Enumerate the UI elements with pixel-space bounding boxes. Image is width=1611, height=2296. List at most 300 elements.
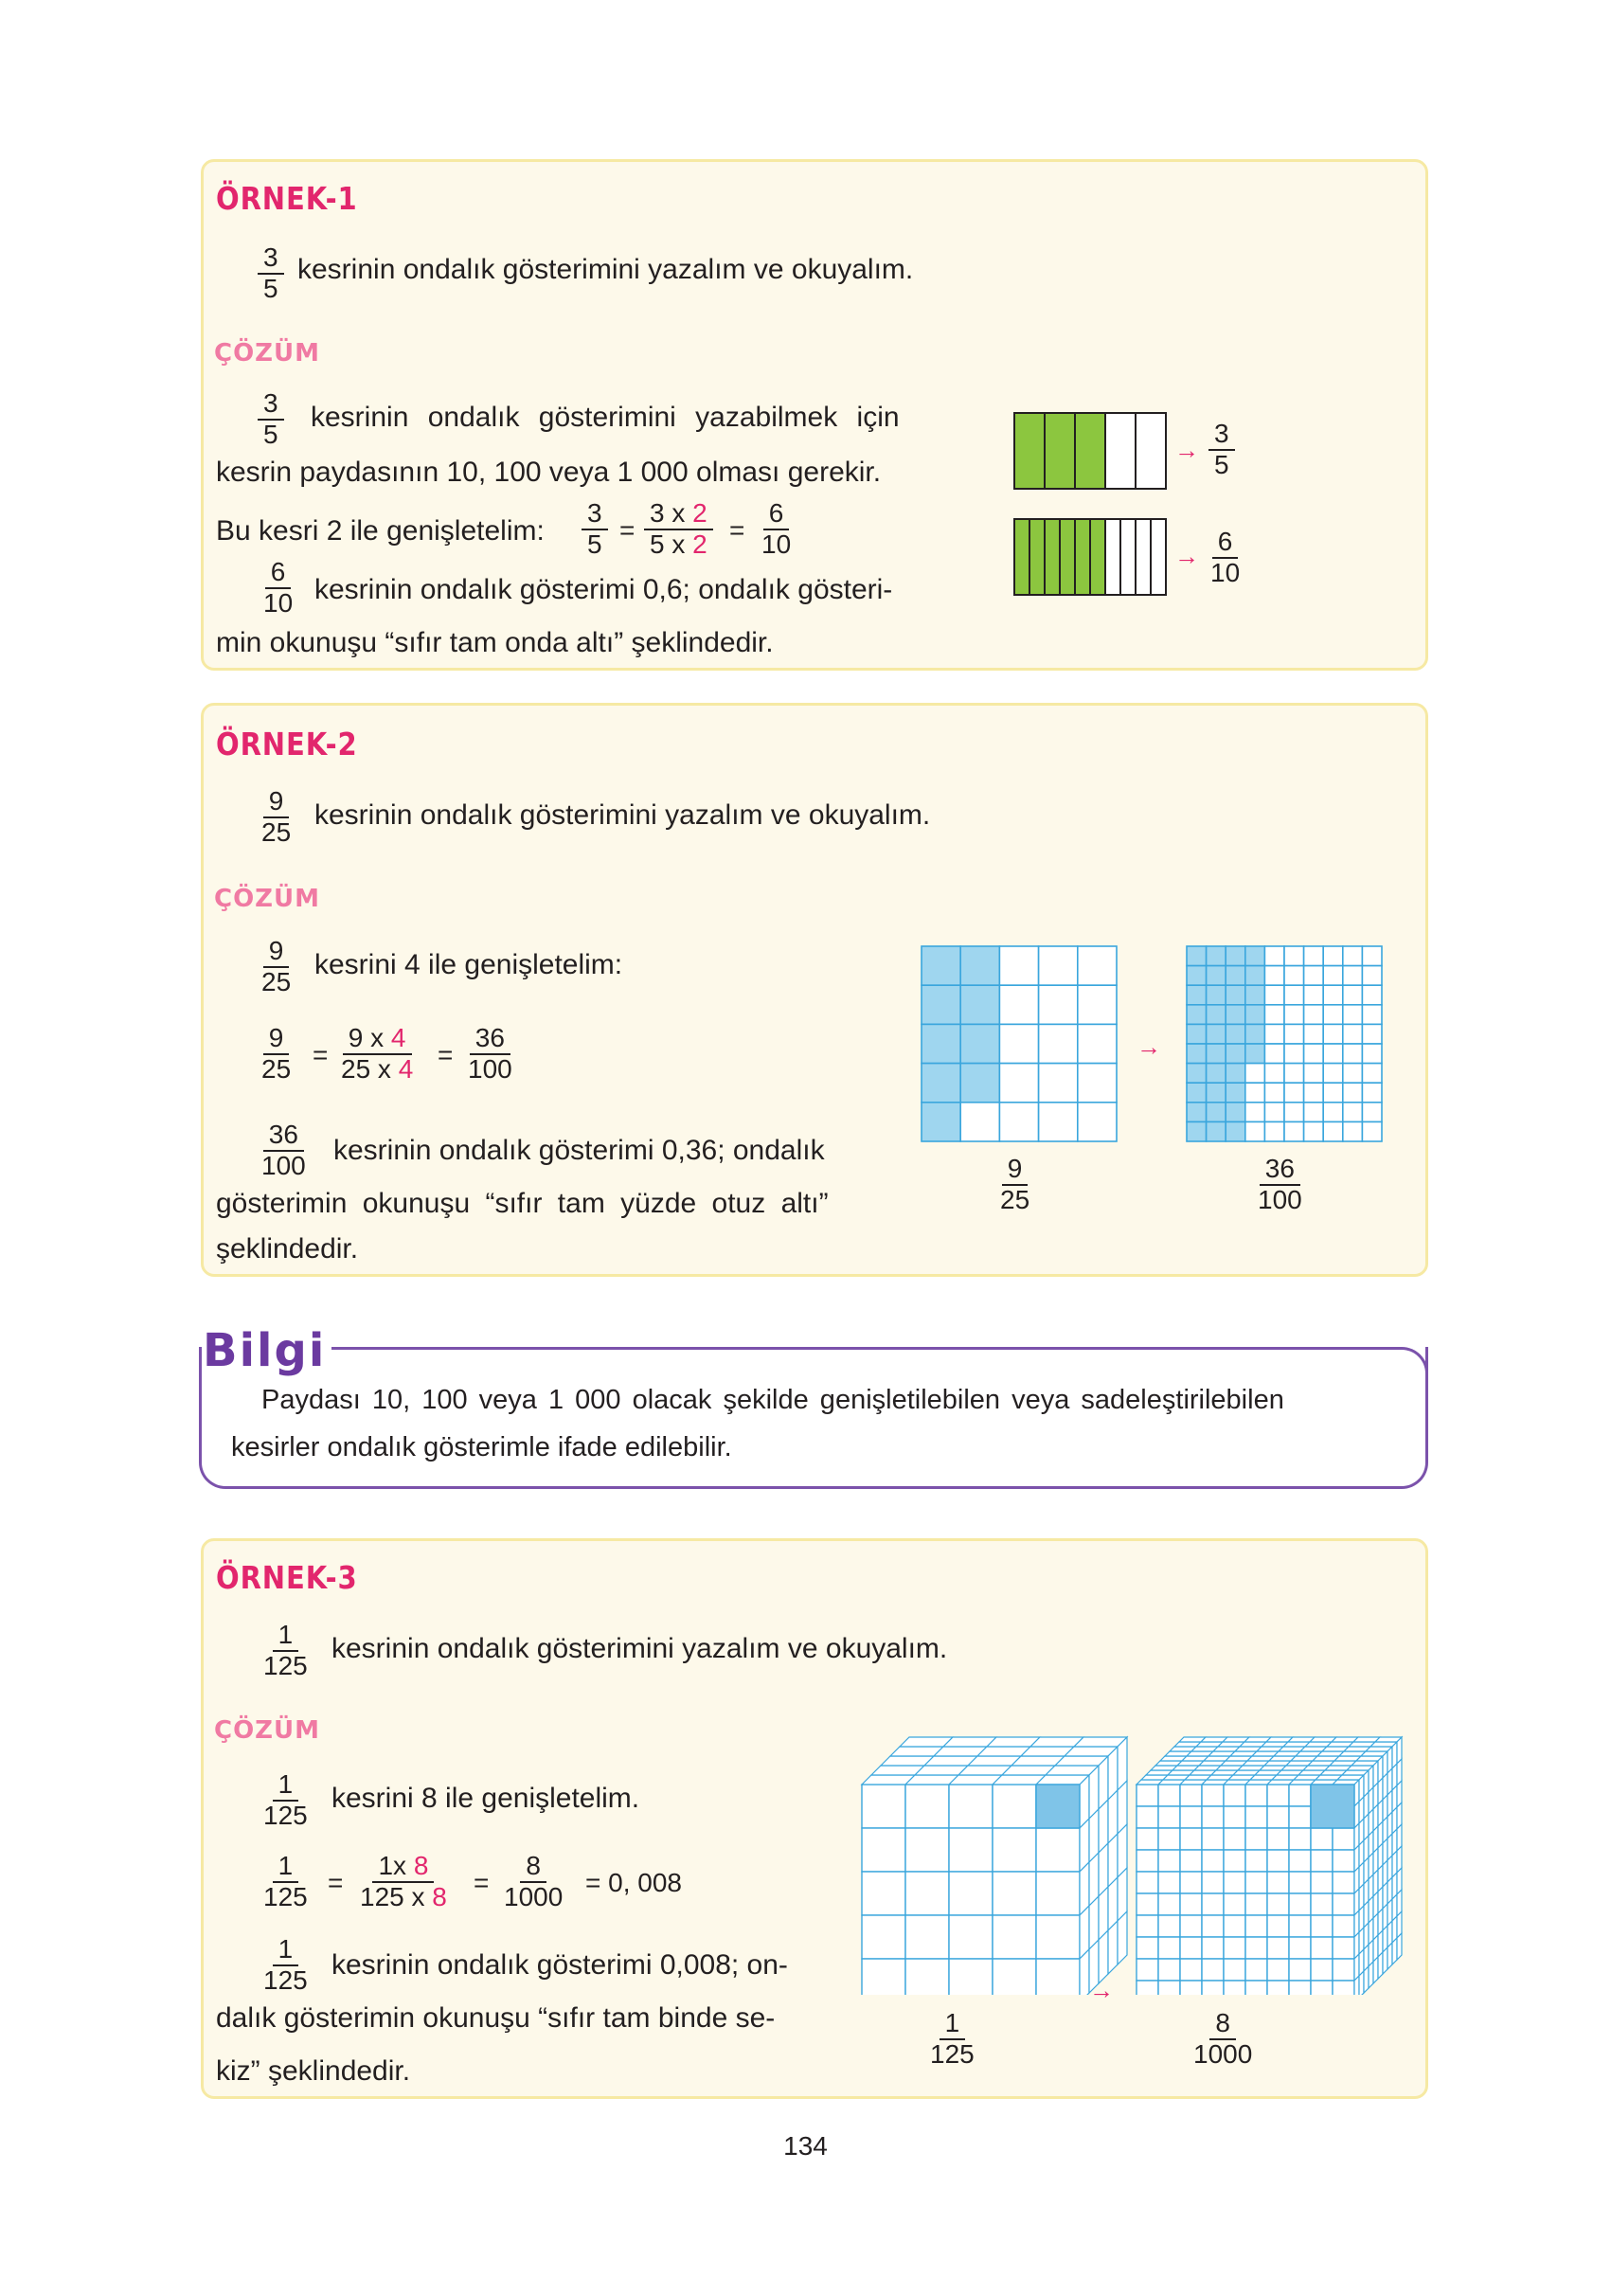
grid-cell bbox=[1323, 1044, 1343, 1064]
cube-front-cell bbox=[1245, 1893, 1267, 1915]
cube-side-cell bbox=[1373, 1957, 1378, 1983]
cube-highlight bbox=[1311, 1785, 1354, 1828]
cube-front-cell bbox=[1289, 1806, 1311, 1828]
cube-front-cell bbox=[1245, 1806, 1267, 1828]
cube-front-cell bbox=[1333, 1937, 1354, 1959]
grid-cell bbox=[1264, 1083, 1284, 1103]
grid-cell bbox=[960, 985, 999, 1024]
ex1-line1-text: kesrinin ondalık gösterimini yazabilmek için bbox=[311, 402, 900, 433]
ex2-question-fraction: $\frac{9}{25}$ bbox=[261, 786, 292, 847]
ex1-eq-sign-2: = bbox=[729, 515, 745, 545]
ex3-eq-frac-a: $\frac{1}{125}$ bbox=[263, 1851, 308, 1911]
grid-cell bbox=[1226, 1024, 1245, 1044]
cube-front-cell bbox=[905, 1872, 949, 1915]
cube-front-cell bbox=[1289, 1893, 1311, 1915]
cube-front-cell bbox=[1158, 1806, 1180, 1828]
cube-front-cell bbox=[862, 1872, 905, 1915]
cube-front-cell bbox=[1180, 1872, 1202, 1893]
bar-cell bbox=[1075, 519, 1090, 595]
cube-front-cell bbox=[1333, 1850, 1354, 1872]
ex1-bar-5 bbox=[1011, 411, 1169, 491]
grid-cell bbox=[1039, 1064, 1078, 1103]
grid-cell bbox=[1362, 1044, 1382, 1064]
grid-cell bbox=[1264, 1005, 1284, 1025]
ex3-arrow: → bbox=[1089, 1976, 1114, 2004]
cube-front-cell bbox=[1311, 1981, 1333, 1995]
cube-front-cell bbox=[949, 1785, 993, 1828]
grid-cell bbox=[1264, 1103, 1284, 1122]
grid-cell bbox=[922, 1024, 960, 1063]
bilgi-line-2: kesirler ondalık gösterimle ifade edilebilir. bbox=[231, 1432, 732, 1462]
cube-front-cell bbox=[1158, 1959, 1180, 1981]
bar-cell bbox=[1045, 519, 1060, 595]
cube-front-cell bbox=[1245, 1915, 1267, 1937]
grid-cell bbox=[1323, 985, 1343, 1005]
cube-side-cell bbox=[1383, 1947, 1387, 1974]
cube-front-cell bbox=[1333, 1959, 1354, 1981]
cube-front-cell bbox=[1311, 1872, 1333, 1893]
cube-front-cell bbox=[1224, 1893, 1245, 1915]
cube-front-cell bbox=[1333, 1915, 1354, 1937]
grid-cell bbox=[1362, 1005, 1382, 1025]
cube-front-cell bbox=[1289, 1785, 1311, 1806]
grid-cell bbox=[999, 946, 1038, 985]
ex3-line1-text: kesrini 8 ile genişletelim. bbox=[331, 1783, 640, 1814]
bar-cell bbox=[1029, 519, 1045, 595]
grid-cell bbox=[1323, 946, 1343, 966]
grid-cell bbox=[1284, 1103, 1304, 1122]
grid-cell bbox=[1323, 1083, 1343, 1103]
grid-cell bbox=[1323, 966, 1343, 986]
bilgi-line-1: Paydası 10, 100 veya 1 000 olacak şekilde genişletilebilen veya sadeleştirilebilen bbox=[261, 1385, 1284, 1415]
cube-front-cell bbox=[1267, 1959, 1289, 1981]
grid-cell bbox=[1187, 1103, 1207, 1122]
grid-cell bbox=[1284, 966, 1304, 986]
grid-cell bbox=[1039, 1103, 1078, 1141]
bar-cell bbox=[1014, 519, 1029, 595]
bar-cell bbox=[1105, 413, 1136, 489]
ex1-eq-frac-c: $\frac{6}{10}$ bbox=[761, 498, 792, 559]
ex1-bar2-fraction: $\frac{6}{10}$ bbox=[1210, 527, 1241, 587]
grid-cell bbox=[960, 1024, 999, 1063]
cube-front-cell bbox=[1267, 1806, 1289, 1828]
grid-cell bbox=[1245, 985, 1265, 1005]
cube-front-cell bbox=[1333, 1893, 1354, 1915]
cube-side-cell bbox=[1378, 1952, 1383, 1979]
grid-cell bbox=[1226, 1083, 1245, 1103]
grid-cell bbox=[1323, 1103, 1343, 1122]
cube-front-cell bbox=[1267, 1893, 1289, 1915]
ex3-question-text: kesrinin ondalık gösterimini yazalım ve okuyalım. bbox=[331, 1633, 948, 1664]
grid-cell bbox=[922, 946, 960, 985]
cube-front-cell bbox=[1224, 1937, 1245, 1959]
grid-cell bbox=[1323, 1121, 1343, 1141]
grid-cell bbox=[1226, 946, 1245, 966]
grid-cell bbox=[1264, 966, 1284, 986]
grid-cell bbox=[1343, 985, 1363, 1005]
grid-cell bbox=[1323, 1005, 1343, 1025]
grid-cell bbox=[1264, 946, 1284, 966]
grid-cell bbox=[1304, 1005, 1324, 1025]
grid-cell bbox=[1284, 985, 1304, 1005]
grid-cell bbox=[1264, 985, 1284, 1005]
cube-front-cell bbox=[949, 1915, 993, 1959]
grid-cell bbox=[1343, 1024, 1363, 1044]
grid-cell bbox=[1362, 966, 1382, 986]
cube-front-cell bbox=[1158, 1981, 1180, 1995]
cube-front-cell bbox=[1137, 1850, 1158, 1872]
grid-cell bbox=[1362, 1064, 1382, 1084]
cube-front-cell bbox=[949, 1828, 993, 1872]
cube-front-cell bbox=[1202, 1981, 1224, 1995]
cube-front-cell bbox=[1158, 1893, 1180, 1915]
cube-front-cell bbox=[1036, 1915, 1080, 1959]
grid-cell bbox=[1245, 1121, 1265, 1141]
grid-cell bbox=[1284, 946, 1304, 966]
grid-cell bbox=[1304, 1083, 1324, 1103]
grid-cell bbox=[1245, 1064, 1265, 1084]
cube-front-cell bbox=[1202, 1959, 1224, 1981]
ex3-eq-frac-b: $\frac{1x 8}{125 x 8}$ bbox=[360, 1851, 447, 1911]
grid-cell bbox=[1323, 1024, 1343, 1044]
ex1-bar1-fraction: $\frac{3}{5}$ bbox=[1208, 421, 1235, 478]
cube-front-cell bbox=[1202, 1850, 1224, 1872]
cube-front-cell bbox=[1180, 1893, 1202, 1915]
grid-cell bbox=[1284, 1121, 1304, 1141]
cube-front-cell bbox=[1137, 1828, 1158, 1850]
grid-cell bbox=[1226, 985, 1245, 1005]
cube-front-cell bbox=[1180, 1915, 1202, 1937]
grid-cell bbox=[1245, 966, 1265, 986]
grid-cell bbox=[922, 1103, 960, 1141]
ex3-line3-fraction: $\frac{1}{125}$ bbox=[263, 1934, 308, 1995]
cube-front-cell bbox=[1158, 1850, 1180, 1872]
cube-front-cell bbox=[1036, 1872, 1080, 1915]
grid-cell bbox=[1078, 1103, 1117, 1141]
cube-front-cell bbox=[1180, 1785, 1202, 1806]
cube-front-cell bbox=[1224, 1915, 1245, 1937]
bar-cell bbox=[1045, 413, 1075, 489]
cube-front-cell bbox=[1224, 1850, 1245, 1872]
example-2-title: ÖRNEK-2 bbox=[216, 726, 358, 762]
ex2-line5-text: şeklindedir. bbox=[216, 1233, 359, 1265]
cube-front-cell bbox=[1180, 1850, 1202, 1872]
cube-front-cell bbox=[1224, 1981, 1245, 1995]
cube-front-cell bbox=[993, 1785, 1036, 1828]
ex2-line3-fraction: $\frac{36}{100}$ bbox=[261, 1120, 306, 1180]
bar-cell bbox=[1014, 413, 1045, 489]
grid-cell bbox=[1187, 1024, 1207, 1044]
cube-side-cell bbox=[1118, 1911, 1127, 1964]
cube-side-cell bbox=[1364, 1966, 1369, 1993]
cube-front-cell bbox=[1158, 1828, 1180, 1850]
grid-cell bbox=[1187, 1005, 1207, 1025]
bilgi-title: Bilgi bbox=[203, 1324, 327, 1377]
cube-front-cell bbox=[862, 1828, 905, 1872]
ex1-question-text: kesrinin ondalık gösterimini yazalım ve okuyalım. bbox=[297, 254, 914, 285]
cube-front-cell bbox=[862, 1785, 905, 1828]
cube-front-cell bbox=[1180, 1828, 1202, 1850]
cube-front-cell bbox=[1224, 1828, 1245, 1850]
cube-side-cell bbox=[1392, 1938, 1397, 1964]
ex1-line5-text: min okunuşu “sıfır tam onda altı” şeklindedir. bbox=[216, 627, 774, 658]
bar-cell bbox=[1060, 519, 1075, 595]
grid-cell bbox=[1304, 1044, 1324, 1064]
cube-front-cell bbox=[1224, 1959, 1245, 1981]
cube-front-cell bbox=[1245, 1850, 1267, 1872]
bilgi-box bbox=[199, 1347, 1428, 1489]
cube-front-cell bbox=[949, 1872, 993, 1915]
grid-cell bbox=[960, 946, 999, 985]
cube-front-cell bbox=[1289, 1850, 1311, 1872]
grid-cell bbox=[1362, 1121, 1382, 1141]
ex1-line4-text: kesrinin ondalık gösterimi 0,6; ondalık gösteri- bbox=[314, 574, 893, 605]
grid-cell bbox=[1187, 966, 1207, 986]
ex3-cube1-fraction: $\frac{1}{125}$ bbox=[930, 2008, 975, 2069]
cube-front-cell bbox=[1180, 1937, 1202, 1959]
ex1-solution-label: ÇÖZÜM bbox=[214, 339, 321, 368]
cube-front-cell bbox=[1180, 1959, 1202, 1981]
cube-front-cell bbox=[1158, 1915, 1180, 1937]
cube-side-cell bbox=[1108, 1921, 1118, 1974]
cube-front-cell bbox=[1137, 1806, 1158, 1828]
grid-cell bbox=[1343, 1103, 1363, 1122]
cube-front-cell bbox=[1224, 1785, 1245, 1806]
cube-front-cell bbox=[993, 1959, 1036, 1995]
grid-cell bbox=[1304, 1024, 1324, 1044]
grid-cell bbox=[1343, 1064, 1363, 1084]
cube-front-cell bbox=[1036, 1959, 1080, 1995]
cube-front-cell bbox=[1202, 1785, 1224, 1806]
grid-cell bbox=[1343, 946, 1363, 966]
bar-cell bbox=[1151, 519, 1166, 595]
cube-front-cell bbox=[1311, 1937, 1333, 1959]
cube-front-cell bbox=[1267, 1850, 1289, 1872]
cube-front-cell bbox=[949, 1959, 993, 1995]
cube-front-cell bbox=[1245, 1937, 1267, 1959]
cube-front-cell bbox=[1333, 1828, 1354, 1850]
bar-cell bbox=[1136, 519, 1151, 595]
grid-cell bbox=[960, 1103, 999, 1141]
grid-cell bbox=[1078, 1064, 1117, 1103]
cube-front-cell bbox=[1180, 1806, 1202, 1828]
ex2-line1-fraction: $\frac{9}{25}$ bbox=[261, 936, 292, 996]
cube-front-cell bbox=[1289, 1937, 1311, 1959]
cube-front-cell bbox=[993, 1915, 1036, 1959]
cube-front-cell bbox=[1158, 1937, 1180, 1959]
cube-front-cell bbox=[905, 1785, 949, 1828]
ex2-arrow: → bbox=[1137, 1032, 1161, 1061]
ex3-eq-frac-c: $\frac{8}{1000}$ bbox=[504, 1851, 564, 1911]
ex2-line1-text: kesrini 4 ile genişletelim: bbox=[314, 949, 623, 980]
ex3-eq-sign-1: = bbox=[328, 1868, 344, 1897]
grid-cell bbox=[1343, 1044, 1363, 1064]
grid-cell bbox=[1343, 1005, 1363, 1025]
cube-front-cell bbox=[1267, 1915, 1289, 1937]
cube-front-cell bbox=[1202, 1872, 1224, 1893]
grid-cell bbox=[1284, 1083, 1304, 1103]
cube-side-cell bbox=[1369, 1962, 1373, 1988]
cube-front-cell bbox=[993, 1828, 1036, 1872]
grid-cell bbox=[1207, 1083, 1226, 1103]
cube-front-cell bbox=[1137, 1785, 1158, 1806]
grid-cell bbox=[1226, 1005, 1245, 1025]
cube-front-cell bbox=[1289, 1959, 1311, 1981]
cube-front-cell bbox=[1137, 1959, 1158, 1981]
cube-front-cell bbox=[862, 1915, 905, 1959]
bar-cell bbox=[1120, 519, 1136, 595]
grid-cell bbox=[999, 1103, 1038, 1141]
grid-cell bbox=[1304, 966, 1324, 986]
grid-cell bbox=[1304, 1121, 1324, 1141]
grid-cell bbox=[1226, 1121, 1245, 1141]
grid-cell bbox=[1207, 1005, 1226, 1025]
cube-front-cell bbox=[1137, 1915, 1158, 1937]
cube-front-cell bbox=[1137, 1981, 1158, 1995]
grid-cell bbox=[1362, 985, 1382, 1005]
cube-front-cell bbox=[905, 1915, 949, 1959]
grid-cell bbox=[1039, 1024, 1078, 1063]
cube-front-cell bbox=[1289, 1915, 1311, 1937]
grid-cell bbox=[999, 1064, 1038, 1103]
ex3-cube-125 bbox=[858, 1733, 1133, 1995]
cube-front-cell bbox=[1158, 1872, 1180, 1893]
ex2-solution-label: ÇÖZÜM bbox=[214, 885, 321, 913]
ex3-line5-text: kiz” şeklindedir. bbox=[216, 2055, 411, 2087]
grid-cell bbox=[1264, 1064, 1284, 1084]
grid-cell bbox=[1343, 966, 1363, 986]
ex1-eq-frac-b: $\frac{3 x 2}{5 x 2}$ bbox=[644, 500, 713, 558]
grid-cell bbox=[999, 1024, 1038, 1063]
ex1-bar-10 bbox=[1011, 517, 1169, 597]
grid-cell bbox=[1078, 946, 1117, 985]
grid-cell bbox=[1323, 1064, 1343, 1084]
ex3-question-fraction: $\frac{1}{125}$ bbox=[263, 1620, 308, 1680]
ex3-cube2-fraction: $\frac{8}{1000}$ bbox=[1193, 2008, 1253, 2069]
cube-front-cell bbox=[1245, 1785, 1267, 1806]
grid-cell bbox=[999, 985, 1038, 1024]
grid-cell bbox=[1362, 1083, 1382, 1103]
grid-cell bbox=[1207, 1064, 1226, 1084]
ex1-eq-frac-a: $\frac{3}{5}$ bbox=[582, 500, 608, 558]
grid-cell bbox=[922, 985, 960, 1024]
ex1-line1-fraction: $\frac{3}{5}$ bbox=[258, 390, 284, 448]
grid-cell bbox=[1362, 946, 1382, 966]
grid-cell bbox=[1187, 1121, 1207, 1141]
grid-cell bbox=[1343, 1121, 1363, 1141]
grid-cell bbox=[1226, 966, 1245, 986]
cube-front-cell bbox=[1245, 1959, 1267, 1981]
cube-front-cell bbox=[1267, 1828, 1289, 1850]
cube-front-cell bbox=[993, 1872, 1036, 1915]
grid-cell bbox=[1187, 1064, 1207, 1084]
cube-front-cell bbox=[1224, 1806, 1245, 1828]
ex3-line4-text: dalık gösterimin okunuşu “sıfır tam binde se- bbox=[216, 2002, 776, 2034]
ex3-line1-fraction: $\frac{1}{125}$ bbox=[263, 1769, 308, 1830]
grid-cell bbox=[1207, 1121, 1226, 1141]
cube-front-cell bbox=[1137, 1893, 1158, 1915]
ex2-grid1-fraction: $\frac{9}{25}$ bbox=[1000, 1154, 1030, 1214]
grid-cell bbox=[1304, 985, 1324, 1005]
cube-front-cell bbox=[1311, 1915, 1333, 1937]
cube-front-cell bbox=[1333, 1872, 1354, 1893]
grid-cell bbox=[1304, 1103, 1324, 1122]
ex2-eq-frac-a: $\frac{9}{25}$ bbox=[261, 1023, 292, 1084]
cube-front-cell bbox=[1202, 1937, 1224, 1959]
grid-cell bbox=[1245, 1024, 1265, 1044]
ex1-line4-fraction: $\frac{6}{10}$ bbox=[263, 557, 294, 618]
grid-cell bbox=[1207, 1103, 1226, 1122]
example-1-title: ÖRNEK-1 bbox=[216, 180, 358, 217]
grid-cell bbox=[1245, 1103, 1265, 1122]
bar-cell bbox=[1136, 413, 1166, 489]
grid-cell bbox=[1226, 1064, 1245, 1084]
ex2-line3-text: kesrinin ondalık gösterimi 0,36; ondalık bbox=[333, 1135, 825, 1166]
grid-cell bbox=[1362, 1024, 1382, 1044]
ex2-eq-sign-2: = bbox=[438, 1040, 454, 1069]
bar-cell bbox=[1075, 413, 1105, 489]
grid-cell bbox=[1284, 1064, 1304, 1084]
grid-cell bbox=[1343, 1083, 1363, 1103]
cube-front-cell bbox=[1245, 1872, 1267, 1893]
grid-cell bbox=[1284, 1005, 1304, 1025]
cube-front-cell bbox=[1267, 1937, 1289, 1959]
ex3-line3-text: kesrinin ondalık gösterimi 0,008; on- bbox=[331, 1949, 788, 1981]
cube-front-cell bbox=[1245, 1981, 1267, 1995]
cube-front-cell bbox=[1224, 1872, 1245, 1893]
ex2-grid-25 bbox=[919, 943, 1119, 1152]
ex3-eq-result: = 0, 008 bbox=[585, 1868, 682, 1897]
cube-front-cell bbox=[1202, 1806, 1224, 1828]
page-number: 134 bbox=[783, 2131, 828, 2161]
ex2-grid-100 bbox=[1184, 943, 1385, 1152]
cube-front-cell bbox=[1289, 1981, 1311, 1995]
cube-front-cell bbox=[1289, 1828, 1311, 1850]
cube-front-cell bbox=[1267, 1785, 1289, 1806]
cube-front-cell bbox=[1311, 1893, 1333, 1915]
ex2-line4-text: gösterimin okunuşu “sıfır tam yüzde otuz altı” bbox=[216, 1188, 829, 1219]
cube-front-cell bbox=[1289, 1872, 1311, 1893]
grid-cell bbox=[1039, 946, 1078, 985]
cube-highlight bbox=[1036, 1785, 1080, 1828]
grid-cell bbox=[1284, 1044, 1304, 1064]
cube-front-cell bbox=[1036, 1828, 1080, 1872]
ex2-eq-frac-b: $\frac{9 x 4}{25 x 4}$ bbox=[341, 1023, 414, 1084]
ex1-arrow-2: → bbox=[1174, 542, 1199, 570]
grid-cell bbox=[1362, 1103, 1382, 1122]
cube-front-cell bbox=[1333, 1981, 1354, 1995]
grid-cell bbox=[1226, 1044, 1245, 1064]
grid-cell bbox=[1187, 985, 1207, 1005]
grid-cell bbox=[1245, 1044, 1265, 1064]
ex3-solution-label: ÇÖZÜM bbox=[214, 1716, 321, 1745]
grid-cell bbox=[1284, 1024, 1304, 1044]
ex2-eq-frac-c: $\frac{36}{100}$ bbox=[468, 1023, 512, 1084]
cube-front-cell bbox=[905, 1828, 949, 1872]
grid-cell bbox=[1264, 1121, 1284, 1141]
ex2-eq-sign-1: = bbox=[313, 1040, 329, 1069]
cube-front-cell bbox=[1180, 1981, 1202, 1995]
bar-cell bbox=[1090, 519, 1105, 595]
grid-cell bbox=[1187, 1044, 1207, 1064]
grid-cell bbox=[922, 1064, 960, 1103]
ex2-grid2-fraction: $\frac{36}{100}$ bbox=[1258, 1154, 1302, 1214]
grid-cell bbox=[1245, 946, 1265, 966]
grid-cell bbox=[1264, 1024, 1284, 1044]
grid-cell bbox=[960, 1064, 999, 1103]
ex3-eq-sign-2: = bbox=[474, 1868, 490, 1897]
grid-cell bbox=[1207, 1024, 1226, 1044]
